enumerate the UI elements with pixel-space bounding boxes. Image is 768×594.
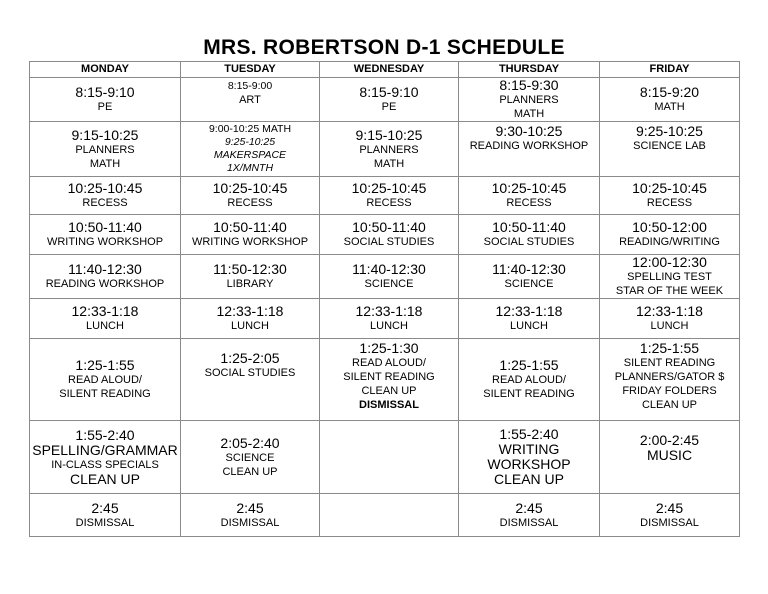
schedule-cell — [459, 494, 600, 537]
cell-time: 1:25-1:30 — [359, 340, 419, 356]
cell-activity: LUNCH — [231, 320, 269, 332]
cell-activity: SCIENCE — [504, 278, 554, 290]
cell-activity: RECESS — [227, 197, 273, 209]
schedule-row — [30, 339, 740, 421]
cell-activity: DISMISSAL — [499, 516, 559, 529]
cell-time: 2:45 — [655, 499, 684, 516]
cell-activity: READ ALOUD/ — [492, 374, 566, 386]
schedule-table — [29, 61, 740, 537]
schedule-cell — [181, 78, 320, 122]
cell-activity: SCIENCE — [225, 451, 275, 464]
cell-time: 9:30-10:25 — [495, 123, 563, 139]
cell-activity: PLANNERS — [499, 94, 559, 106]
schedule-cell — [320, 78, 459, 122]
schedule-cell — [181, 215, 320, 255]
cell-activity: PLANNERS — [359, 143, 419, 156]
schedule-cell — [600, 494, 740, 537]
cell-activity: LUNCH — [370, 320, 408, 332]
schedule-cell — [320, 421, 459, 494]
schedule-cell — [320, 339, 459, 421]
cell-activity: MATH — [373, 157, 405, 170]
schedule-cell — [459, 299, 600, 339]
day-header-monday: MONDAY — [30, 62, 181, 78]
schedule-row — [30, 78, 740, 122]
day-header-wednesday: WEDNESDAY — [320, 62, 459, 78]
cell-activity: SOCIAL STUDIES — [483, 236, 575, 248]
schedule-cell — [600, 78, 740, 122]
schedule-cell — [30, 494, 181, 537]
cell-activity: IN-CLASS SPECIALS — [51, 458, 159, 471]
cell-activity: SCIENCE LAB — [633, 140, 706, 152]
cell-time: 1:25-2:05 — [220, 350, 280, 366]
schedule-cell — [30, 215, 181, 255]
schedule-cell — [320, 177, 459, 215]
cell-time: 1:55-2:40 — [499, 426, 559, 442]
cell-activity: SPELLING TEST — [627, 271, 712, 283]
cell-activity: LUNCH — [650, 320, 689, 332]
schedule-cell — [459, 122, 600, 177]
cell-time: 11:50-12:30 — [213, 261, 287, 277]
schedule-cell — [459, 421, 600, 494]
cell-activity: READING/WRITING — [619, 236, 720, 248]
cell-time: 10:50-11:40 — [352, 219, 426, 235]
cell-time: 12:33-1:18 — [216, 303, 284, 319]
cell-activity: PE — [97, 101, 113, 113]
day-header-friday: FRIDAY — [600, 62, 740, 78]
cell-activity: SCIENCE — [364, 278, 414, 290]
cell-activity: RECESS — [82, 197, 128, 209]
schedule-cell — [600, 421, 740, 494]
cell-time: 2:00-2:45 — [639, 432, 700, 448]
schedule-cell — [30, 421, 181, 494]
schedule-cell — [181, 177, 320, 215]
cell-time: 8:15-9:20 — [639, 84, 700, 100]
cell-activity: DISMISSAL — [640, 516, 699, 529]
cell-time: 2:05-2:40 — [220, 434, 280, 451]
cell-activity: MAKERSPACE — [213, 149, 287, 161]
cell-time: 9:15-10:25 — [71, 126, 139, 143]
cell-time: 10:25-10:45 — [351, 180, 427, 196]
cell-time: 2:45 — [515, 499, 543, 516]
schedule-cell — [181, 339, 320, 421]
schedule-cell — [600, 255, 740, 299]
cell-activity: MATH — [513, 108, 545, 120]
cell-activity: CLEAN UP — [641, 399, 698, 411]
schedule-cell — [320, 215, 459, 255]
schedule-row — [30, 255, 740, 299]
cell-time: 10:25-10:45 — [67, 180, 143, 196]
cell-activity: 9:25-10:25 — [224, 136, 276, 148]
cell-activity: SILENT READING — [343, 371, 435, 383]
cell-activity: WRITING — [498, 441, 560, 457]
cell-time: 10:25-10:45 — [212, 180, 288, 196]
cell-activity: LUNCH — [510, 320, 548, 332]
day-header-thursday: THURSDAY — [459, 62, 600, 78]
cell-activity: READ ALOUD/ — [352, 357, 426, 369]
cell-activity: READING WORKSHOP — [45, 278, 165, 290]
day-header-tuesday: TUESDAY — [181, 62, 320, 78]
cell-time: 10:25-10:45 — [491, 180, 567, 196]
cell-time: 10:50-11:40 — [68, 219, 142, 235]
page-title: MRS. ROBERTSON D-1 SCHEDULE — [203, 36, 565, 59]
cell-activity: SILENT READING — [59, 388, 151, 400]
cell-activity: RECESS — [646, 197, 693, 209]
cell-activity: READING WORKSHOP — [469, 140, 589, 152]
schedule-cell — [30, 339, 181, 421]
cell-time: 2:45 — [236, 499, 264, 516]
schedule-cell — [30, 177, 181, 215]
cell-activity: CLEAN UP — [493, 471, 565, 487]
cell-time: 9:25-10:25 — [636, 123, 703, 139]
cell-activity: READ ALOUD/ — [68, 374, 142, 386]
cell-time: 10:25-10:45 — [632, 180, 707, 196]
cell-activity: MATH — [89, 157, 121, 170]
schedule-row — [30, 215, 740, 255]
cell-time: 2:45 — [91, 499, 119, 516]
schedule-cell — [181, 255, 320, 299]
schedule-cell — [459, 215, 600, 255]
schedule-row — [30, 494, 740, 537]
cell-activity: CLEAN UP — [69, 470, 141, 487]
cell-time: 8:15-9:10 — [359, 84, 419, 100]
schedule-cell — [181, 299, 320, 339]
cell-activity: SPELLING/GRAMMAR — [32, 441, 178, 458]
cell-activity: CLEAN UP — [222, 465, 278, 478]
schedule-cell — [600, 215, 740, 255]
cell-activity: PLANNERS/GATOR $ — [614, 371, 725, 383]
cell-time: 10:50-11:40 — [492, 219, 566, 235]
schedule-cell — [459, 339, 600, 421]
cell-activity: DISMISSAL — [359, 399, 419, 411]
schedule-cell — [30, 255, 181, 299]
cell-time: 11:40-12:30 — [352, 261, 426, 277]
cell-activity: DISMISSAL — [75, 516, 135, 529]
cell-activity: STAR OF THE WEEK — [615, 285, 724, 297]
cell-time: 11:40-12:30 — [492, 261, 566, 277]
schedule-row — [30, 122, 740, 177]
schedule-cell — [30, 122, 181, 177]
schedule-cell — [320, 494, 459, 537]
cell-time: 12:33-1:18 — [636, 303, 703, 319]
cell-time: 1:25-1:55 — [499, 357, 559, 373]
schedule-cell — [320, 122, 459, 177]
cell-activity: SILENT READING — [483, 388, 575, 400]
day-header-row — [30, 62, 740, 78]
cell-activity: RECESS — [506, 197, 552, 209]
schedule-row — [30, 177, 740, 215]
schedule-cell — [181, 122, 320, 177]
cell-time: 12:33-1:18 — [71, 303, 139, 319]
cell-time: 12:33-1:18 — [355, 303, 423, 319]
cell-activity: FRIDAY FOLDERS — [622, 385, 717, 397]
schedule-cell — [30, 78, 181, 122]
cell-activity: SOCIAL STUDIES — [343, 236, 435, 248]
cell-time: 12:33-1:18 — [495, 303, 563, 319]
cell-activity: PLANNERS — [75, 143, 135, 156]
cell-time: 11:40-12:30 — [68, 261, 142, 277]
cell-time: 9:15-10:25 — [355, 126, 423, 143]
cell-time: 1:55-2:40 — [75, 426, 135, 443]
cell-time: 10:50-12:00 — [632, 219, 707, 235]
cell-activity: MUSIC — [646, 447, 693, 463]
cell-time: 8:15-9:10 — [75, 84, 135, 100]
schedule-cell — [181, 421, 320, 494]
schedule-cell — [600, 122, 740, 177]
cell-time: 8:15-9:00 — [227, 80, 273, 92]
cell-activity: MATH — [654, 101, 685, 113]
cell-activity: ART — [239, 94, 261, 106]
schedule-row — [30, 299, 740, 339]
cell-activity: WRITING WORKSHOP — [191, 236, 309, 248]
schedule-cell — [600, 177, 740, 215]
cell-time: 10:50-11:40 — [213, 219, 287, 235]
cell-activity: PE — [381, 101, 397, 113]
cell-activity: WRITING WORKSHOP — [46, 236, 164, 248]
cell-activity: LIBRARY — [226, 278, 274, 290]
cell-activity: CLEAN UP — [361, 385, 417, 397]
cell-time: 9:00-10:25 MATH — [208, 123, 292, 135]
schedule-cell — [600, 339, 740, 421]
schedule-cell — [181, 494, 320, 537]
cell-time: 1:25-1:55 — [639, 340, 700, 356]
schedule-cell — [459, 255, 600, 299]
schedule-cell — [320, 299, 459, 339]
cell-activity: WORKSHOP — [487, 456, 571, 472]
cell-activity: DISMISSAL — [220, 516, 280, 529]
cell-activity: 1X/MNTH — [226, 162, 274, 174]
schedule-cell — [320, 255, 459, 299]
cell-activity: SOCIAL STUDIES — [204, 367, 296, 379]
cell-activity: LUNCH — [86, 320, 124, 332]
cell-time: 12:00-12:30 — [632, 254, 707, 270]
schedule-cell — [459, 78, 600, 122]
schedule-cell — [600, 299, 740, 339]
schedule-cell — [459, 177, 600, 215]
schedule-row — [30, 421, 740, 494]
cell-time: 1:25-1:55 — [75, 357, 135, 373]
cell-activity: SILENT READING — [623, 357, 716, 369]
cell-activity: RECESS — [366, 197, 412, 209]
schedule-cell — [30, 299, 181, 339]
cell-time: 8:15-9:30 — [499, 77, 559, 93]
